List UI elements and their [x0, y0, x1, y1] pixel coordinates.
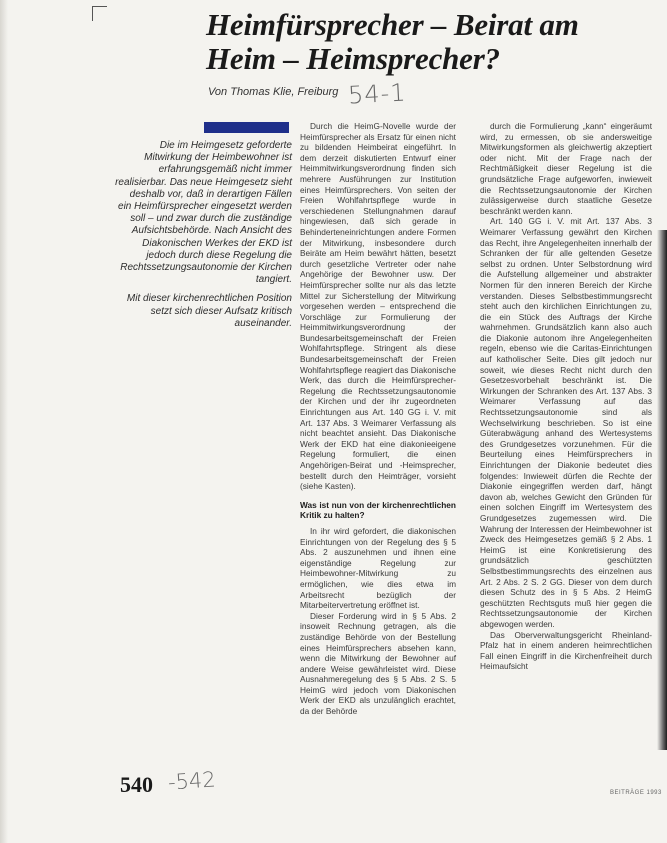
handwritten-page-range: -542 [167, 767, 217, 795]
crop-mark [92, 6, 107, 21]
body-paragraph: Art. 140 GG i. V. mit Art. 137 Abs. 3 Weimarer Verfassung gewährt den Kirchen das Recht, ihre Angelegenheiten innerhalb der Schranken der für alle geltenden Gesetze selbst zu ordnen. Unter Selbstordnung wird die Aufstellung allgemeiner und abstrakter Normen für den inneren Bereich der Kirche verstanden. Dieses Selbstbestimmungsrecht steht auch den kirchlichen Einrichtungen zu, die ein Stück des Auftrags der Kirche wahrnehmen. Grundsätzlich kann also auch die Diakonie autonom ihre Angelegenheiten regeln, ebenso wie die Caritas-Einrichtungen auf katholischer Seite. Dies gilt jedoch nur soweit, wie dieses Recht nicht durch den Gesetzesvorbehalt beschränkt ist. Die Wirkungen der Schranken des Art. 137 Abs. 3 Weimarer Verfassung auf das Rechtssetzungsautonomie sind als Wechselwirkung beschrieben. So ist eine Güterabwägung anhand des Wertesystems des Grundgesetzes vorzunehmen. Für die Beurteilung eines Heimfürsprechers in Einrichtungen der Diakonie bedeutet dies folgendes: Inwieweit dürfen die Rechte der Diakonie eingegriffen werden darf, hängt davon ab, welches Gewicht den Gründen für einen solchen Eingriff im Wertesystem des Grundgesetzes zugemessen wird. Die Wahrung der Interessen der Heimbewohner ist Zweck des Heimgesetzes gemäß § 2 Abs. 1 HeimG ist eine Konkretisierung des grundsätzlich geschützten Selbstbestimmungsrechts des einzelnen aus Art. 2 Abs. 2 S. 2 GG. Dieser von dem durch diesen Schutz des in § 5 Abs. 2 HeimG geschützten Rechtsguts muß hier gegen die Rechtssetzungsautonomie der Kirchen abgewogen werden. [480, 216, 652, 629]
body-paragraph: durch die Formulierung „kann“ eingeräumt wird, zu ermessen, ob sie andersweitige Mitwirkungsformen als gleichwertig akzeptiert oder nicht. Mit der Frage nach der Rechtmäßigkeit dieser Regelung ist die grundsätzliche Frage aufgeworfen, inwieweit die Rechtssetzungsautonomie der Kirchen zulässigerweise durch staatliche Gesetze beschränkt werden kann. [480, 121, 652, 216]
footer-code: BEITRÄGE 1993 [610, 790, 662, 796]
scan-edge-left [0, 0, 8, 843]
intro-paragraph: Die im Heimgesetz geforderte Mitwirkung der Heimbewohner ist erfahrungsgemäß nicht immer realisierbar. Das neue Heimgesetz sieht deshalb vor, daß in derartigen Fällen ein Heimfürsprecher eingesetzt werden soll – und zwar durch die zuständige Aufsichtsbehörde. Nach Ansicht des Diakonischen Werkes der EKD ist jedoch durch diese Regelung die Rechtssetzungsautonomie der Kirchen tangiert. [115, 140, 292, 286]
body-column-1 [300, 121, 456, 717]
article-intro [114, 140, 292, 337]
body-paragraph: Durch die HeimG-Novelle wurde der Heimfürsprecher als Ersatz für einen nicht zu bildenden Heimbeirat eingeführt. In dem derzeit diskutierten Entwurf einer Heimmitwirkungsverordnung finden sich mehrere Ausführungen zur Institution eines Heimfürsprechers. Von seiten der Freien Wohlfahrtspflege wurde in verschiedenen Stellungnahmen darauf hingewiesen, daß sich gerade in Behinderteneinrichtungen andere Formen der Mitwirkung, insbesondere durch Beiräte am Heim bewährt hätten, besetzt durch gesetzliche Vertreter oder nahe Angehörige der Bewohner usw. Der Heimfürsprecher sollte nur als das letzte Mittel zur Sicherstellung der Mitwirkung vorgesehen werden – entsprechend die Vorschläge zur Formulierung der Heimmitwirkungsverordnung der Bundesarbeitsgemeinschaft der Freien Wohlfahrtspflege. Stringent als diese Bundesarbeitsgemeinschaft der Freien Wohlfahrtspflege reagiert das Diakonische Werk, das durch die Heimfürsprecher-Regelung die Rechtssetzungsautonomie der Kirchen und der ihr zugeordneten Einrichtungen aus Art. 140 GG i. V. mit Art. 137 Abs. 3 Weimarer Verfassung als nicht beachtet ansieht. Das Diakonische Werk der EKD hat eine diakonieeigene Regelung formuliert, die einen Angehörigen-Beirat und -Heimsprecher, bestellt durch den Heimträger, vorsieht (siehe Kasten). [300, 121, 456, 492]
article-byline: Von Thomas Klie, Freiburg [208, 86, 339, 98]
intro-paragraph: Mit dieser kirchenrechtlichen Position setzt sich dieser Aufsatz kritisch auseinander. [126, 293, 292, 329]
body-column-2 [480, 121, 652, 672]
article-title: Heimfürsprecher – Beirat am Heim – Heimsprecher? [206, 7, 579, 76]
scan-edge-right [657, 230, 667, 750]
body-paragraph: Das Oberverwaltungsgericht Rheinland-Pfalz hat in einem anderen heimrechtlichen Fall einen Eingriff in die Kirchenfreiheit durch Heimaufsicht [480, 629, 652, 672]
body-paragraph: In ihr wird gefordert, die diakonischen Einrichtungen von der Regelung des § 5 Abs. 2 auszunehmen und ihnen eine eigenständige Regelung zur Heimbewohner-Mitwirkung zu ermöglichen, wie dies etwa im Arbeitsrecht bezüglich der Mitarbeitervertretung eröffnet ist. [300, 525, 456, 611]
section-subhead: Was ist nun von der kirchenrechtlichen Kritik zu halten? [300, 499, 456, 521]
page-number: 540 [120, 772, 153, 797]
handwritten-annotation: 54-1 [347, 78, 408, 110]
intro-accent-bar [204, 122, 289, 133]
body-paragraph: Dieser Forderung wird in § 5 Abs. 2 insoweit Rechnung getragen, als die zuständige Behörde von der Bestellung eines Heimfürsprechers absehen kann, wenn die Mitwirkung der Bewohner auf andere Weise gewährleistet wird. Diese Ausnahmeregelung des § 5 Abs. 2 S. 5 HeimG wird jedoch vom Diakonischen Werk der EKD als unzulänglich erachtet, da der Behörde [300, 610, 456, 717]
